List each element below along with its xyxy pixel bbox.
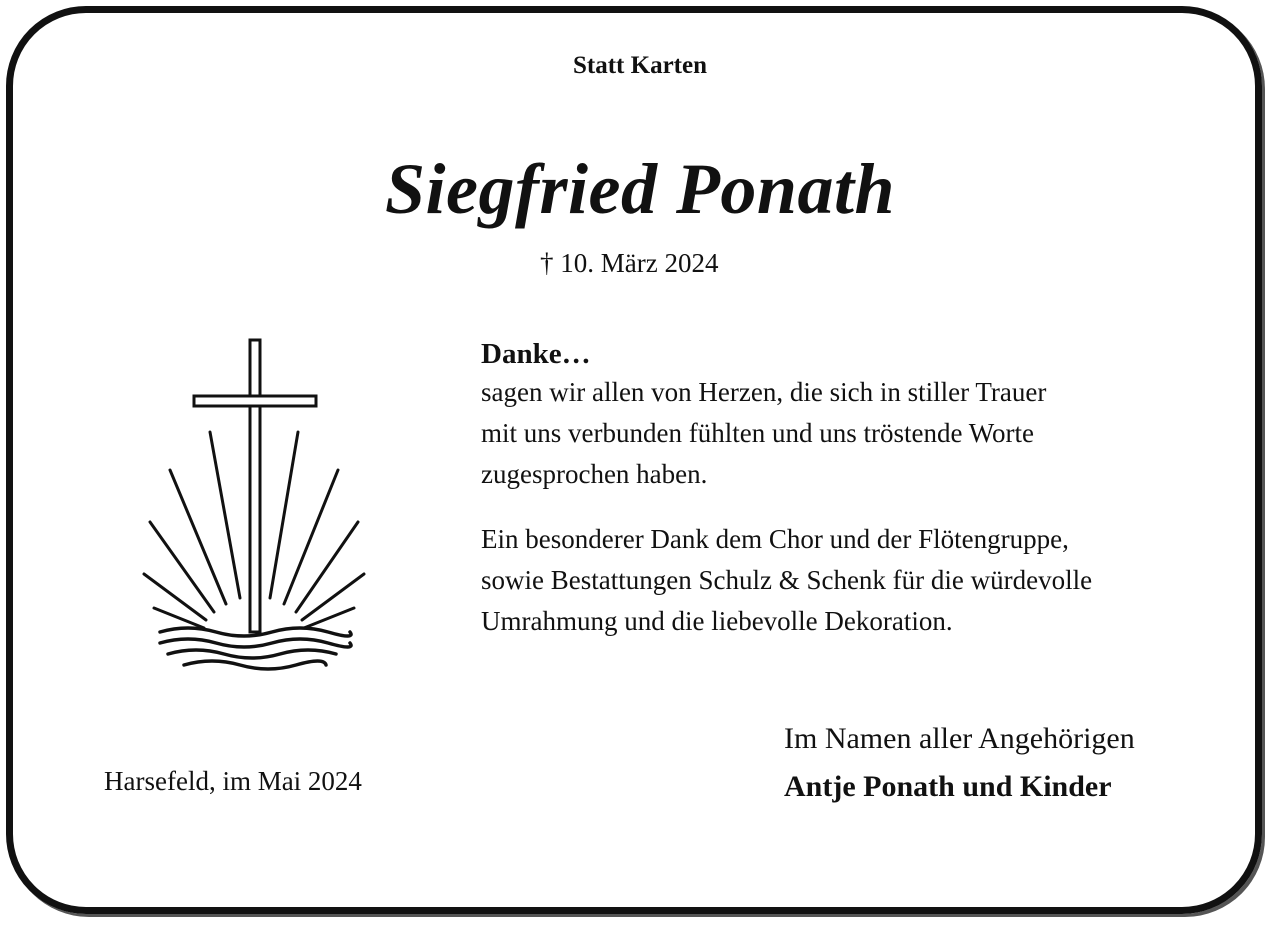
cross-sunrise-waves-icon: [138, 336, 370, 676]
intro-text: Statt Karten: [573, 52, 707, 79]
deceased-name: Siegfried Ponath: [384, 149, 896, 229]
thanks-heading: Danke…: [481, 338, 591, 370]
place-date: Harsefeld, im Mai 2024: [104, 766, 362, 796]
thanks-paragraph-2: Ein besonderer Dank dem Chor und der Flötengruppe, sowie Bestattungen Schulz & Schenk für die würdevolle Umrahmung und die liebevolle Dekoration.: [481, 524, 1093, 636]
thanks-text-block: [481, 336, 1241, 642]
signature-block: [784, 722, 1135, 804]
signature-line-1: Im Namen aller Angehörigen: [784, 722, 1135, 755]
death-date: † 10. März 2024: [540, 248, 719, 278]
signature-line-2: Antje Ponath und Kinder: [784, 770, 1112, 803]
thanks-paragraph-1: sagen wir allen von Herzen, die sich in stiller Trauer mit uns verbunden fühlten und uns tröstende Worte zugesprochen haben.: [481, 377, 1047, 489]
